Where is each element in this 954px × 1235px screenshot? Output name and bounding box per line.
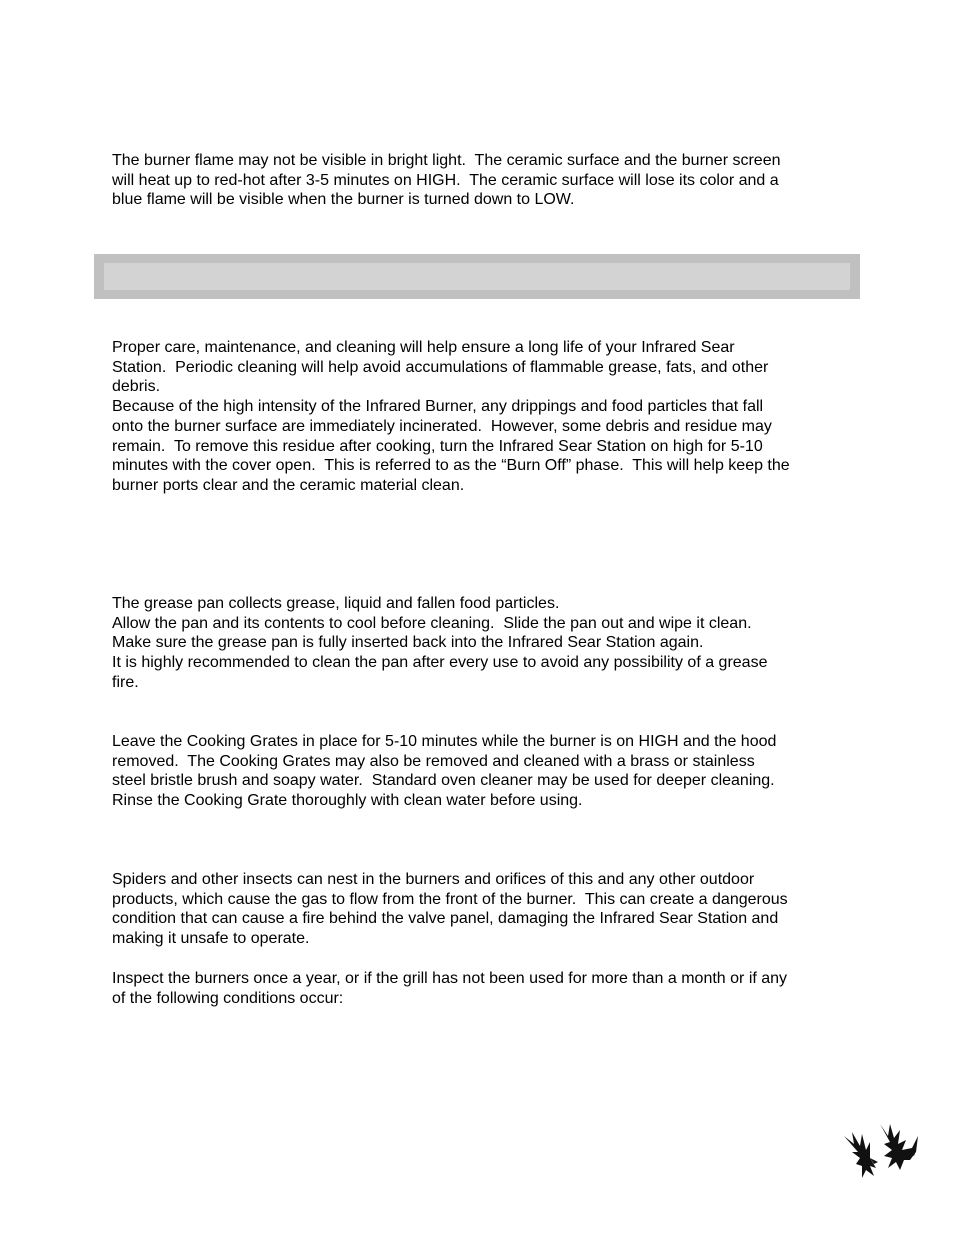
flame-visibility-paragraph <box>112 151 852 210</box>
section-header-bar-inner <box>104 263 850 290</box>
text-line: It is highly recommended to clean the pan after every use to avoid any possibility of a grease <box>112 654 768 672</box>
text-line: Allow the pan and its contents to cool before cleaning. Slide the pan out and wipe it clean. <box>112 614 752 632</box>
text-line: fire. <box>112 673 139 691</box>
text-line: products, which cause the gas to flow from the front of the burner. This can create a dangerous <box>112 890 788 908</box>
text-line: Make sure the grease pan is fully inserted back into the Infrared Sear Station again. <box>112 634 704 652</box>
text-line: Rinse the Cooking Grate thoroughly with clean water before using. <box>112 792 583 810</box>
text-line: onto the burner surface are immediately incinerated. However, some debris and residue may <box>112 417 772 435</box>
text-line: debris. <box>112 378 161 396</box>
insects-warning-paragraph <box>112 870 852 949</box>
text-line: making it unsafe to operate. <box>112 930 310 948</box>
cooking-grates-paragraph <box>112 732 852 811</box>
grease-pan-paragraph <box>112 594 852 693</box>
text-line: Leave the Cooking Grates in place for 5-10 minutes while the burner is on HIGH and the hood <box>112 733 777 750</box>
text-line: Spiders and other insects can nest in the burners and orifices of this and any other outdoor <box>112 871 755 888</box>
text-line: The grease pan collects grease, liquid and fallen food particles. <box>112 595 560 612</box>
text-line: Inspect the burners once a year, or if the grill has not been used for more than a month or if any <box>112 970 788 987</box>
section-header-bar <box>94 254 860 299</box>
text-line: removed. The Cooking Grates may also be removed and cleaned with a brass or stainless <box>112 752 755 770</box>
text-line: remain. To remove this residue after cooking, turn the Infrared Sear Station on high for 5-10 <box>112 437 763 455</box>
inspection-paragraph <box>112 969 852 1008</box>
text-line: minutes with the cover open. This is referred to as the “Burn Off” phase. This will help keep the <box>112 457 790 475</box>
text-line: blue flame will be visible when the burner is turned down to LOW. <box>112 191 575 209</box>
text-line: Station. Periodic cleaning will help avoid accumulations of flammable grease, fats, and other <box>112 358 769 376</box>
text-line: steel bristle brush and soapy water. Standard oven cleaner may be used for deeper cleaning. <box>112 772 775 790</box>
text-line: The burner flame may not be visible in bright light. The ceramic surface and the burner screen <box>112 152 781 169</box>
care-maintenance-paragraph <box>112 338 852 496</box>
text-line: will heat up to red-hot after 3-5 minutes on HIGH. The ceramic surface will lose its color and a <box>112 171 779 189</box>
text-line: burner ports clear and the ceramic material clean. <box>112 476 465 494</box>
text-line: Proper care, maintenance, and cleaning will help ensure a long life of your Infrared Sear <box>112 339 735 356</box>
text-line: of the following conditions occur: <box>112 989 344 1007</box>
text-line: Because of the high intensity of the Infrared Burner, any drippings and food particles that fall <box>112 398 764 416</box>
text-line: condition that can cause a fire behind the valve panel, damaging the Infrared Sear Station and <box>112 910 779 928</box>
eagles-logo-icon <box>840 1118 924 1184</box>
